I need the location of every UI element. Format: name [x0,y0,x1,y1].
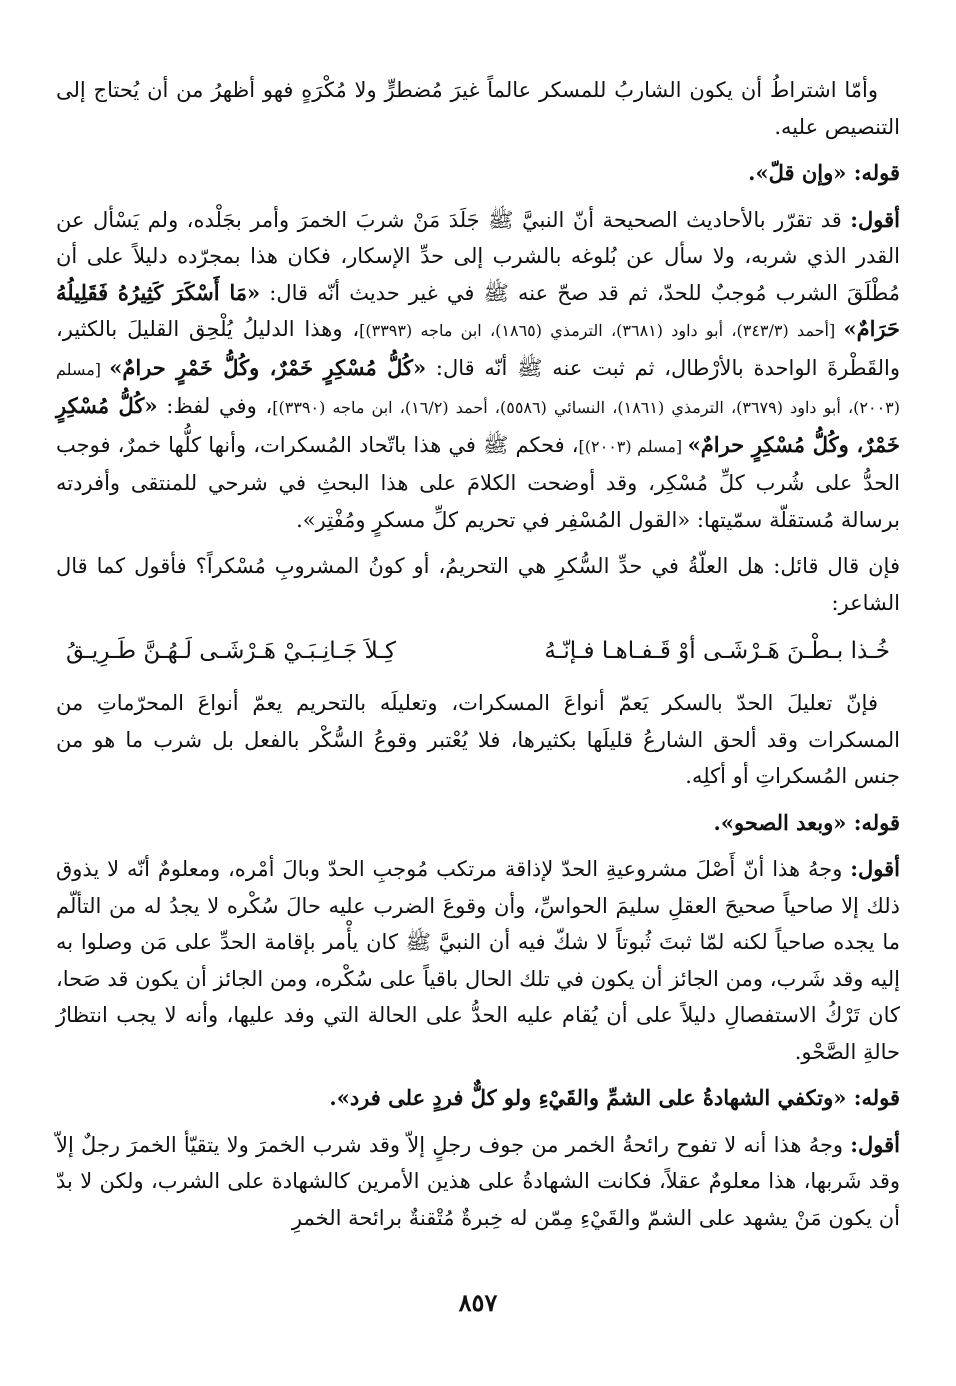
text-run: ، فحكم ﷺ في هذا باتّحاد المُسكرات، وأنها كلُّها خمرٌ، فوجب الحدُّ على شُرب كلِّ مُسْكِر، وقد أوضحت الكلامَ على هذا البحثِ في شرحي للمنتقى وأفردته برسالة مُستقلّة سمّيتها: «القول المُسْفِر في تحريم كلِّ مسكرٍ ومُفْتِر». [56,432,900,532]
poetry-verse [56,631,900,671]
verse-first-hemistich: خُـذا بـطْـنَ هَـرْشَـى أوْ قَـفـاهـا فـإنّـهُ [544,638,890,664]
aqul-label: أقول: [850,206,900,232]
paragraph-aqul-2 [56,851,900,1070]
verse-second-hemistich: كِـلاَ جَـانِـبَـيْ هَـرْشَـى لَـهُـنَّ طَـرِيـقُ [66,638,396,664]
hadith-quote: «كُلُّ مُسْكِرٍ خَمْرٌ، وكُلُّ خَمْرٍ حرامٌ» [109,354,427,380]
heading-testimony: قوله: «وتكفي الشهادةُ على الشمِّ والقَيْءِ ولو كلٌّ فردٍ على فرد». [329,1085,900,1110]
aqul-label: أقول: [850,1131,900,1157]
heading-wa-in-qall: قوله: «وإن قلّ». [748,160,900,185]
paragraph-explanation: فإنّ تعليلَ الحدّ بالسكر يَعمّ أنواعَ المسكرات، وتعليلَه بالتحريم يعمّ أنواعَ المحرّماتِ من المسكرات وقد ألحق الشارعُ قليلَها بكثيرها، فلا يُعْتبر وقوعُ السُّكْر بالفعل بل شرب ما هو من جنس المُسكراتِ أو أكلِه. [56,691,900,788]
page-number: ٨٥٧ [458,1288,498,1317]
aqul-label: أقول: [850,856,900,881]
paragraph-aqul-3 [56,1127,900,1237]
paragraph-question: فإن قال قائل: هل العلّةُ في حدِّ السُّكرِ هي التحريمُ، أو كونُ المشروبِ مُسْكراً؟ فأقول كما قال الشاعر: [56,554,900,615]
text-run: وجهُ هذا أنّ أَصْلَ مشروعيةِ الحدّ لإذاقة مرتكب مُوجبِ الحدّ وبالَ أمْره، ومعلومٌ أنّه لا يذوق ذلك إلا صاحياً صحيحَ العقلِ سليمَ الحواسِّ، وأن وقوعَ الضرب عليه حالَ سُكْره لا يجدُ له من التألّم ما يجده صاحياً لكنه لمّا ثبتَ ثُبوتاً لا شكّ فيه أن النبيَّ ﷺ كان يأْمر بإقامة الحدِّ على مَن وصلوا به إليه وقد شَرب، ومن الجائز أن يكون في تلك الحال باقياً على سُكْره، ومن الجائز أن يكون قد صَحا، كان تَرْكُ الاستفصالِ دليلاً على أن يُقام عليه الحدُّ على الحالة التي وفد عليها، وأنه لا يجب انتظارُ حالةِ الصَّحْو. [56,857,900,1064]
citation: [مسلم (٢٠٠٣)، أبو داود (٣٦٧٩)، الترمذي (١٨٦١)، النسائي (٥٥٨٦)، أحمد (١٦/٢)، ابن ماجه (٣٣٩٠)] [56,359,900,417]
text-run: قد تقرّر بالأحاديث الصحيحة أنّ النبيَّ ﷺ جَلَدَ مَنْ شربَ الخمرَ وأمر بجَلْده، ولم يَسْأل عن القدر الذي شربه، ولا سأل عن بُلوغه بالشرب إلى حدِّ الإسكار، فكان هذا بمجرّده دليلاً على أن مُطْلَقَ الشرب مُوجبٌ للحدّ، ثم قد صحّ عنه ﷺ في غير حديث أنّه قال: [56,207,900,305]
text-run: ، وفي لفظ: [157,394,273,418]
text-run: وجهُ هذا أنه لا تفوح رائحةُ الخمر من جوف رجلٍ إلاّ وقد شرب الخمرَ ولا يتقيّأ الخمرَ رجلٌ إلاّ وقد شَربها، هذا معلومٌ عقلاً، فكانت الشهادةُ على هذين الأمرين كالشهادة على الشرب، ولكن لا بدّ أن يكون مَنْ يشهد على الشمّ والقَيْءِ مِمّن له خِبرةٌ مُتْقنةٌ برائحة الخمرِ [56,1132,900,1230]
citation: [مسلم (٢٠٠٣)] [578,436,688,456]
hadith-quote: «مَا أَسْكَرَ كَثِيرُهُ فَقَلِيلُهُ حَرَامٌ» [56,279,900,341]
hadith-quote: «كُلُّ مُسْكِرٍ خَمْرٌ، وكُلُّ مُسْكِرٍ حرامٌ» [56,393,900,457]
heading-after-sobriety: قوله: «وبعد الصحو». [713,809,900,835]
text-run: ، وهذا الدليلُ يُلْحِق القليلَ بالكثير، والقَطْرةَ الواحدة بالأرْطال، ثم ثبت عنه ﷺ أنّه قال: [56,317,900,380]
paragraph-intro: وأمّا اشتراطُ أن يكون الشاربُ للمسكر عالماً غيرَ مُضطرٍّ ولا مُكْرَهٍ فهو أظهرُ من أن يُحتاج إلى التنصيص عليه. [56,78,900,139]
citation: [أحمد (٣٤٣/٣)، أبو داود (٣٦٨١)، الترمذي (١٨٦٥)، ابن ماجه (٣٣٩٣)] [359,321,844,340]
paragraph-aqul-1 [56,202,900,539]
